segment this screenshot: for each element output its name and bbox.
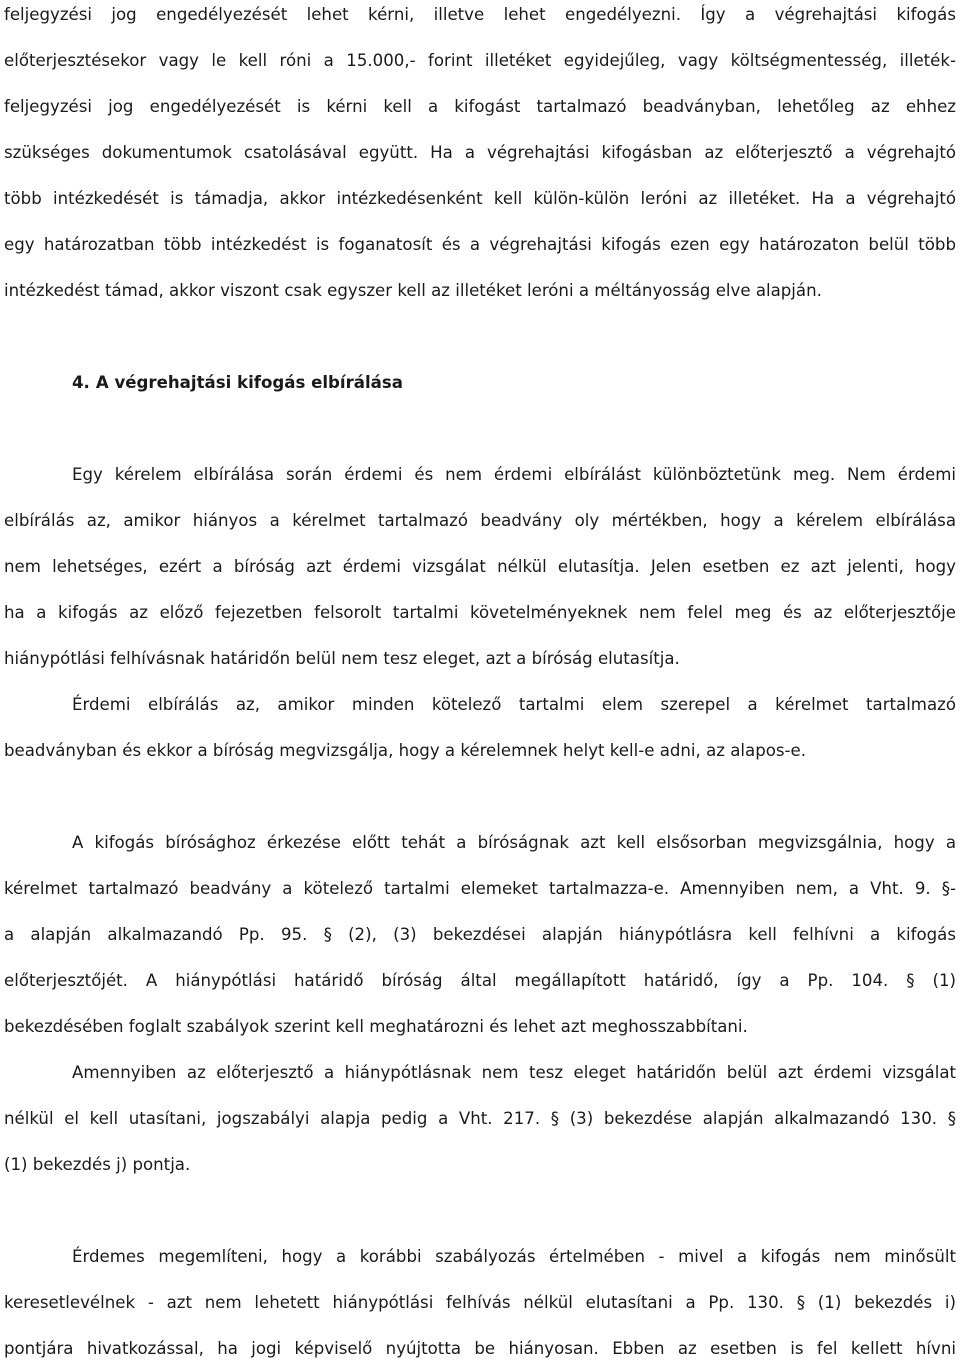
text-line: Érdemi elbírálás az, amikor minden kötelező tartalmi elem szerepel a kérelmet tartalmazó	[72, 695, 956, 714]
text-line: előterjesztőjét. A hiánypótlási határidő bíróság által megállapított határidő, így a Pp. 104. § (1)	[4, 971, 956, 990]
text-line: feljegyzési jog engedélyezését is kérni kell a kifogást tartalmazó beadványban, lehetőleg az ehhez	[4, 97, 956, 116]
text-line: szükséges dokumentumok csatolásával együtt. Ha a végrehajtási kifogásban az előterjesztő a végrehajtó	[4, 143, 956, 162]
text-line: Érdemes megemlíteni, hogy a korábbi szabályozás értelmében - mivel a kifogás nem minősült	[72, 1247, 956, 1266]
text-line: beadványban és ekkor a bíróság megvizsgálja, hogy a kérelemnek helyt kell-e adni, az alapos-e.	[4, 741, 806, 760]
text-line: bekezdésében foglalt szabályok szerint kell meghatározni és lehet azt meghosszabbítani.	[4, 1017, 748, 1036]
text-line: intézkedést támad, akkor viszont csak egyszer kell az illetéket leróni a méltányosság elve alapján.	[4, 281, 822, 300]
section-title: A végrehajtási kifogás elbírálása	[95, 373, 403, 392]
text-line: nem lehetséges, ezért a bíróság azt érdemi vizsgálat nélkül elutasítja. Jelen esetben ez azt jelenti, hogy	[4, 557, 956, 576]
text-line: több intézkedését is támadja, akkor intézkedésenként kell külön-külön leróni az illetéket. Ha a végrehajtó	[4, 189, 956, 208]
text-line: Amennyiben az előterjesztő a hiánypótlásnak nem tesz eleget határidőn belül azt érdemi vizsgálat	[72, 1063, 956, 1082]
text-line: nélkül el kell utasítani, jogszabályi alapja pedig a Vht. 217. § (3) bekezdése alapján alkalmazandó 130. §	[4, 1109, 956, 1128]
text-line: kérelmet tartalmazó beadvány a kötelező tartalmi elemeket tartalmazza-e. Amennyiben nem, a Vht. 9. §-	[4, 879, 956, 898]
text-line: hiánypótlási felhívásnak határidőn belül nem tesz eleget, azt a bíróság elutasítja.	[4, 649, 680, 668]
text-line: keresetlevélnek - azt nem lehetett hiánypótlási felhívás nélkül elutasítani a Pp. 130. § (1) bekezdés i)	[4, 1293, 956, 1312]
section-number: 4.	[72, 373, 90, 392]
text-line: feljegyzési jog engedélyezését lehet kérni, illetve lehet engedélyezni. Így a végrehajtási kifogás	[4, 5, 956, 24]
text-line: ha a kifogás az előző fejezetben felsorolt tartalmi követelményeknek nem felel meg és az előterjesztője	[4, 603, 956, 622]
text-line: előterjesztésekor vagy le kell róni a 15.000,- forint illetéket egyidejűleg, vagy költségmentesség, illeték-	[4, 51, 956, 70]
text-line: (1) bekezdés j) pontja.	[4, 1155, 191, 1174]
section-heading	[72, 372, 403, 394]
text-line: a alapján alkalmazandó Pp. 95. § (2), (3) bekezdései alapján hiánypótlásra kell felhívni a kifogás	[4, 925, 956, 944]
text-line: A kifogás bírósághoz érkezése előtt tehát a bíróságnak azt kell elsősorban megvizsgálnia, hogy a	[72, 833, 956, 852]
text-line: elbírálás az, amikor hiányos a kérelmet tartalmazó beadvány oly mértékben, hogy a kérelem elbírálása	[4, 511, 956, 530]
text-line: pontjára hivatkozással, ha jogi képviselő nyújtotta be hiányosan. Ebben az esetben is fel kellett hívni	[4, 1339, 956, 1358]
text-line: Egy kérelem elbírálása során érdemi és nem érdemi elbírálást különböztetünk meg. Nem érdemi	[72, 465, 956, 484]
text-line: egy határozatban több intézkedést is foganatosít és a végrehajtási kifogás ezen egy határozaton belül több	[4, 235, 956, 254]
